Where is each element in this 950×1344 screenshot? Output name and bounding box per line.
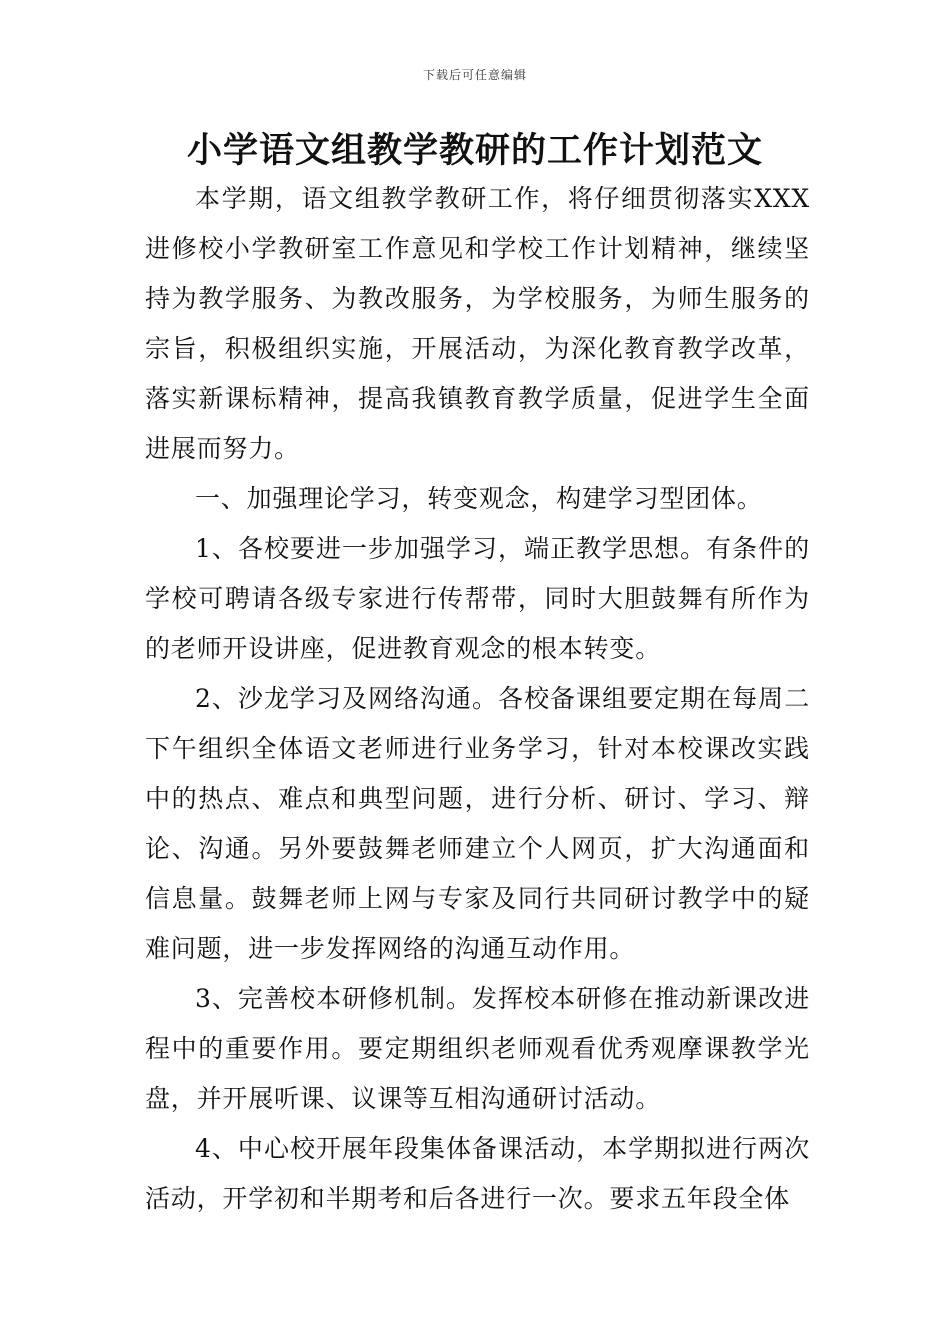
document-title: 小学语文组教学教研的工作计划范文 — [186, 130, 763, 171]
header-note: 下载后可任意编辑 — [422, 68, 527, 82]
paragraph-item-4: 4、中心校开展年段集体备课活动，本学期拟进行两次活动，开学初和半期考和后各进行一次。要求五年段全体 — [145, 1134, 810, 1213]
paragraph-intro: 本学期，语文组教学教研工作，将仔细贯彻落实XXX进修校小学教研室工作意见和学校工作计划精神，继续坚持为教学服务、为教改服务，为学校服务，为师生服务的宗旨，积极组织实施，开展活动，为深化教育教学改革，落实新课标精神，提高我镇教育教学质量，促进学生全面进展而努力。 — [145, 184, 810, 463]
section-heading-1: 一、加强理论学习，转变观念，构建学习型团体。 — [195, 484, 763, 513]
paragraph-item-3: 3、完善校本研修机制。发挥校本研修在推动新课改进程中的重要作用。要定期组织老师观看优秀观摩课教学光盘，并开展听课、议课等互相沟通研讨活动。 — [145, 984, 810, 1113]
document-body — [145, 174, 810, 1224]
paragraph-item-2: 2、沙龙学习及网络沟通。各校备课组要定期在每周二下午组织全体语文老师进行业务学习，针对本校课改实践中的热点、难点和典型问题，进行分析、研讨、学习、辩论、沟通。另外要鼓舞老师建立个人网页，扩大沟通面和信息量。鼓舞老师上网与专家及同行共同研讨教学中的疑难问题，进一步发挥网络的沟通互动作用。 — [145, 684, 810, 963]
paragraph-item-1: 1、各校要进一步加强学习，端正教学思想。有条件的学校可聘请各级专家进行传帮带，同时大胆鼓舞有所作为的老师开设讲座，促进教育观念的根本转变。 — [145, 534, 810, 663]
